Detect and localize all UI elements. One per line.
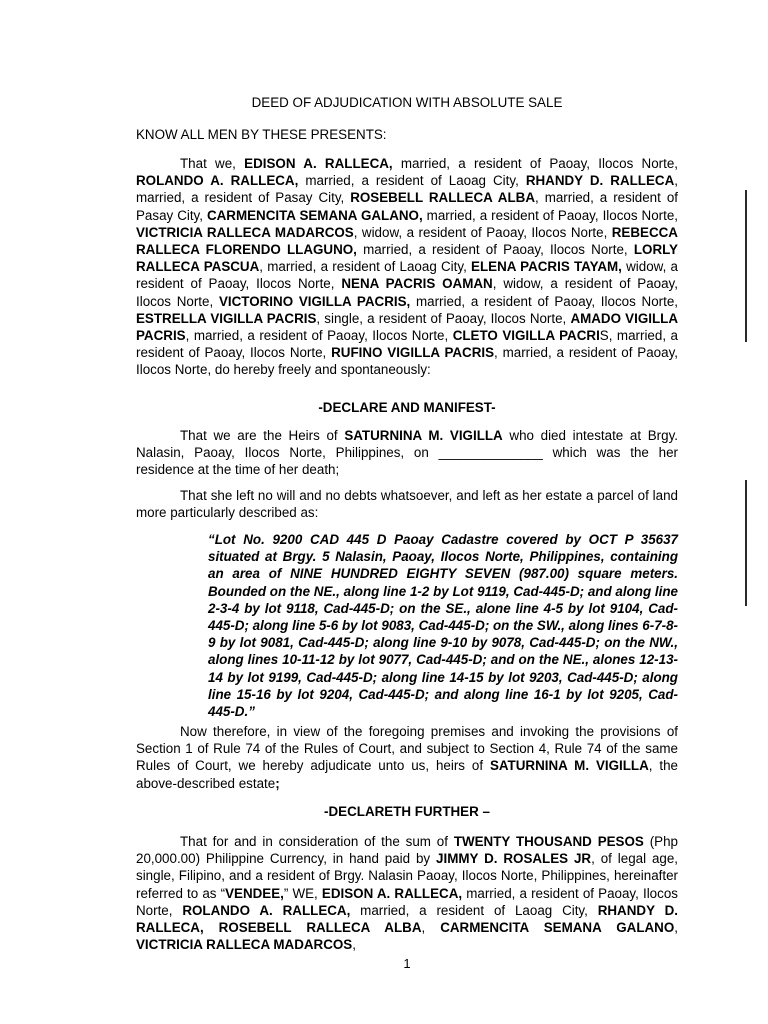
bold-text-run: EDISON A. RALLECA,: [244, 156, 393, 171]
bold-text-run: ELENA PACRIS TAYAM,: [471, 259, 622, 275]
bold-text-run: ROLANDO A. RALLECA,: [136, 173, 299, 189]
text-run: , married, a resident of Pasay City,: [136, 173, 678, 206]
text-run: ,: [421, 920, 441, 936]
bold-text-run: TWENTY THOUSAND PESOS: [453, 834, 644, 849]
text-run: ,: [352, 937, 356, 953]
bold-text-run: ROSEBELL RALLECA ALBA: [350, 190, 536, 206]
text-run: ” WE,: [283, 885, 322, 901]
text-run: S, married, a resident of Paoay, Ilocos Norte,: [136, 328, 678, 361]
text-run: , married, a resident of Paoay, Ilocos Norte, do hereby freely and spontaneously:: [136, 345, 678, 378]
text-run: widow, a resident of Paoay, Ilocos Norte,: [136, 259, 678, 292]
text-run: married, a resident of Paoay, Ilocos Norte,: [136, 885, 678, 918]
text-run: , married, a resident of Pasay City,: [136, 190, 678, 223]
text-run: married, a resident of Laoag City,: [298, 173, 526, 189]
heading-declare-and-manifest: -DECLARE AND MANIFEST-: [318, 400, 496, 415]
bold-text-run: ;: [275, 775, 280, 791]
page-number: 1: [403, 956, 411, 971]
bold-text-run: RHANDY D. RALLECA: [525, 173, 675, 189]
margin-line-lower: [745, 480, 747, 606]
text-run: , of legal age, single, Filipino, and a resident of Brgy. Nalasin Paoay, Ilocos Norte, Philippines, hereinafter referred to as “: [136, 851, 679, 901]
bold-text-run: SATURNINA M. VIGILLA: [344, 428, 503, 443]
bold-text-run: AMADO VIGILLA PACRIS: [136, 310, 678, 344]
bold-text-run: CLETO VIGILLA PACRI: [452, 328, 600, 344]
heading-declareth-further: -DECLARETH FURTHER –: [324, 804, 490, 819]
text-run: , married, a resident of Laoag City,: [259, 259, 472, 275]
bold-text-run: VICTRICIA RALLECA MADARCOS: [136, 937, 353, 953]
bold-text-run: VICTRICIA RALLECA MADARCOS: [136, 224, 354, 240]
bold-text-run: EDISON A. RALLECA,: [321, 885, 463, 901]
text-run: That we,: [180, 156, 245, 171]
text-run: married, a resident of Paoay, Ilocos Norte,: [392, 156, 679, 171]
bold-text-run: SATURNINA M. VIGILLA: [489, 758, 649, 774]
bold-text-run: ROLANDO A. RALLECA,: [182, 902, 351, 918]
bold-text-run: CARMENCITA SEMANA GALANO: [440, 920, 675, 936]
text-run: married, a resident of Paoay, Ilocos Norte,: [410, 293, 679, 309]
text-run: , widow, a resident of Paoay, Ilocos Norte,: [353, 224, 612, 240]
bold-text-run: NENA PACRIS OAMAN: [341, 276, 493, 292]
paragraph-parties: [136, 155, 678, 379]
text-run: , married, a resident of Paoay, Ilocos Norte,: [185, 328, 453, 344]
text-run: married, a resident of Paoay, Ilocos Norte,: [356, 242, 634, 258]
text-run: who died intestate at Brgy. Nalasin, Paoay, Ilocos Norte, Philippines, on ______________ which was the her residence at the time of her death;: [136, 428, 679, 478]
bold-text-run: VICTORINO VIGILLA PACRIS,: [218, 293, 411, 309]
text-run: married, a resident of Laoag City,: [350, 902, 598, 918]
paragraph-sale: [136, 833, 678, 953]
text-run: That we are the Heirs of: [180, 428, 345, 443]
paragraph-adjudication: [136, 723, 678, 792]
paragraph-heirs: [136, 427, 678, 479]
bold-text-run: RHANDY D. RALLECA, ROSEBELL RALLECA ALBA: [136, 902, 679, 936]
bold-text-run: JIMMY D. ROSALES JR: [436, 851, 592, 867]
text-run: That she left no will and no debts whatsoever, and left as her estate a parcel of land more particularly described as:: [136, 488, 678, 521]
bold-text-run: ESTRELLA VIGILLA PACRIS: [136, 310, 317, 326]
bold-text-run: REBECCA RALLECA FLORENDO LLAGUNO,: [136, 224, 678, 258]
text-run: , widow, a resident of Paoay, Ilocos Norte,: [136, 276, 678, 309]
bold-text-run: CARMENCITA SEMANA GALANO,: [206, 207, 423, 223]
text-run: ,: [674, 920, 678, 936]
text-run: (Php 20,000.00) Philippine Currency, in hand paid by: [136, 834, 678, 867]
bold-text-run: VENDEE,: [225, 885, 284, 901]
text-run: married, a resident of Paoay, Ilocos Norte,: [422, 207, 678, 223]
text-run: Now therefore, in view of the foregoing premises and invoking the provisions of Section 1 of Rule 74 of the Rules of Court, and subject to Section 4, Rule 74 of the same Rules of Court, we hereby adjudicate unto us, heirs of: [136, 724, 678, 774]
text-run: , single, a resident of Paoay, Ilocos Norte,: [316, 310, 571, 326]
margin-line-upper: [745, 190, 747, 342]
opening-line: KNOW ALL MEN BY THESE PRESENTS:: [136, 127, 387, 142]
text-run: That for and in consideration of the sum of: [180, 834, 454, 849]
property-description-quote: “Lot No. 9200 CAD 445 D Paoay Cadastre covered by OCT P 35637 situated at Brgy. 5 Nalasin, Paoay, Ilocos Norte, Philippines, containing an area of NINE HUNDRED EIGHTY SEVEN (987.00) square meters. Bounded on the NE., along line 1-2 by Lot 9119, Cad-445-D; and along line 2-3-4 by lot 9118, Cad-445-D; on the SE., alone line 4-5 by lot 9104, Cad-445-D; along line 5-6 by lot 9083, Cad-445-D; on the SW., along lines 6-7-8-9 by lot 9081, Cad-445-D; along line 9-10 by 9078, Cad-445-D; on the NW., along lines 10-11-12 by lot 9077, Cad-445-D; and on the NE., alones 12-13-14 by lot 9199, Cad-445-D; along line 14-15 by lot 9203, Cad-445-D; along line 15-16 by lot 9204, Cad-445-D; and along line 16-1 by lot 9205, Cad-445-D.”: [208, 532, 679, 720]
paragraph-estate: [136, 487, 678, 521]
document-title: DEED OF ADJUDICATION WITH ABSOLUTE SALE: [251, 95, 563, 110]
bold-text-run: LORLY RALLECA PASCUA: [136, 242, 678, 275]
bold-text-run: RUFINO VIGILLA PACRIS: [331, 345, 495, 361]
text-run: , the above-described estate: [136, 758, 678, 791]
